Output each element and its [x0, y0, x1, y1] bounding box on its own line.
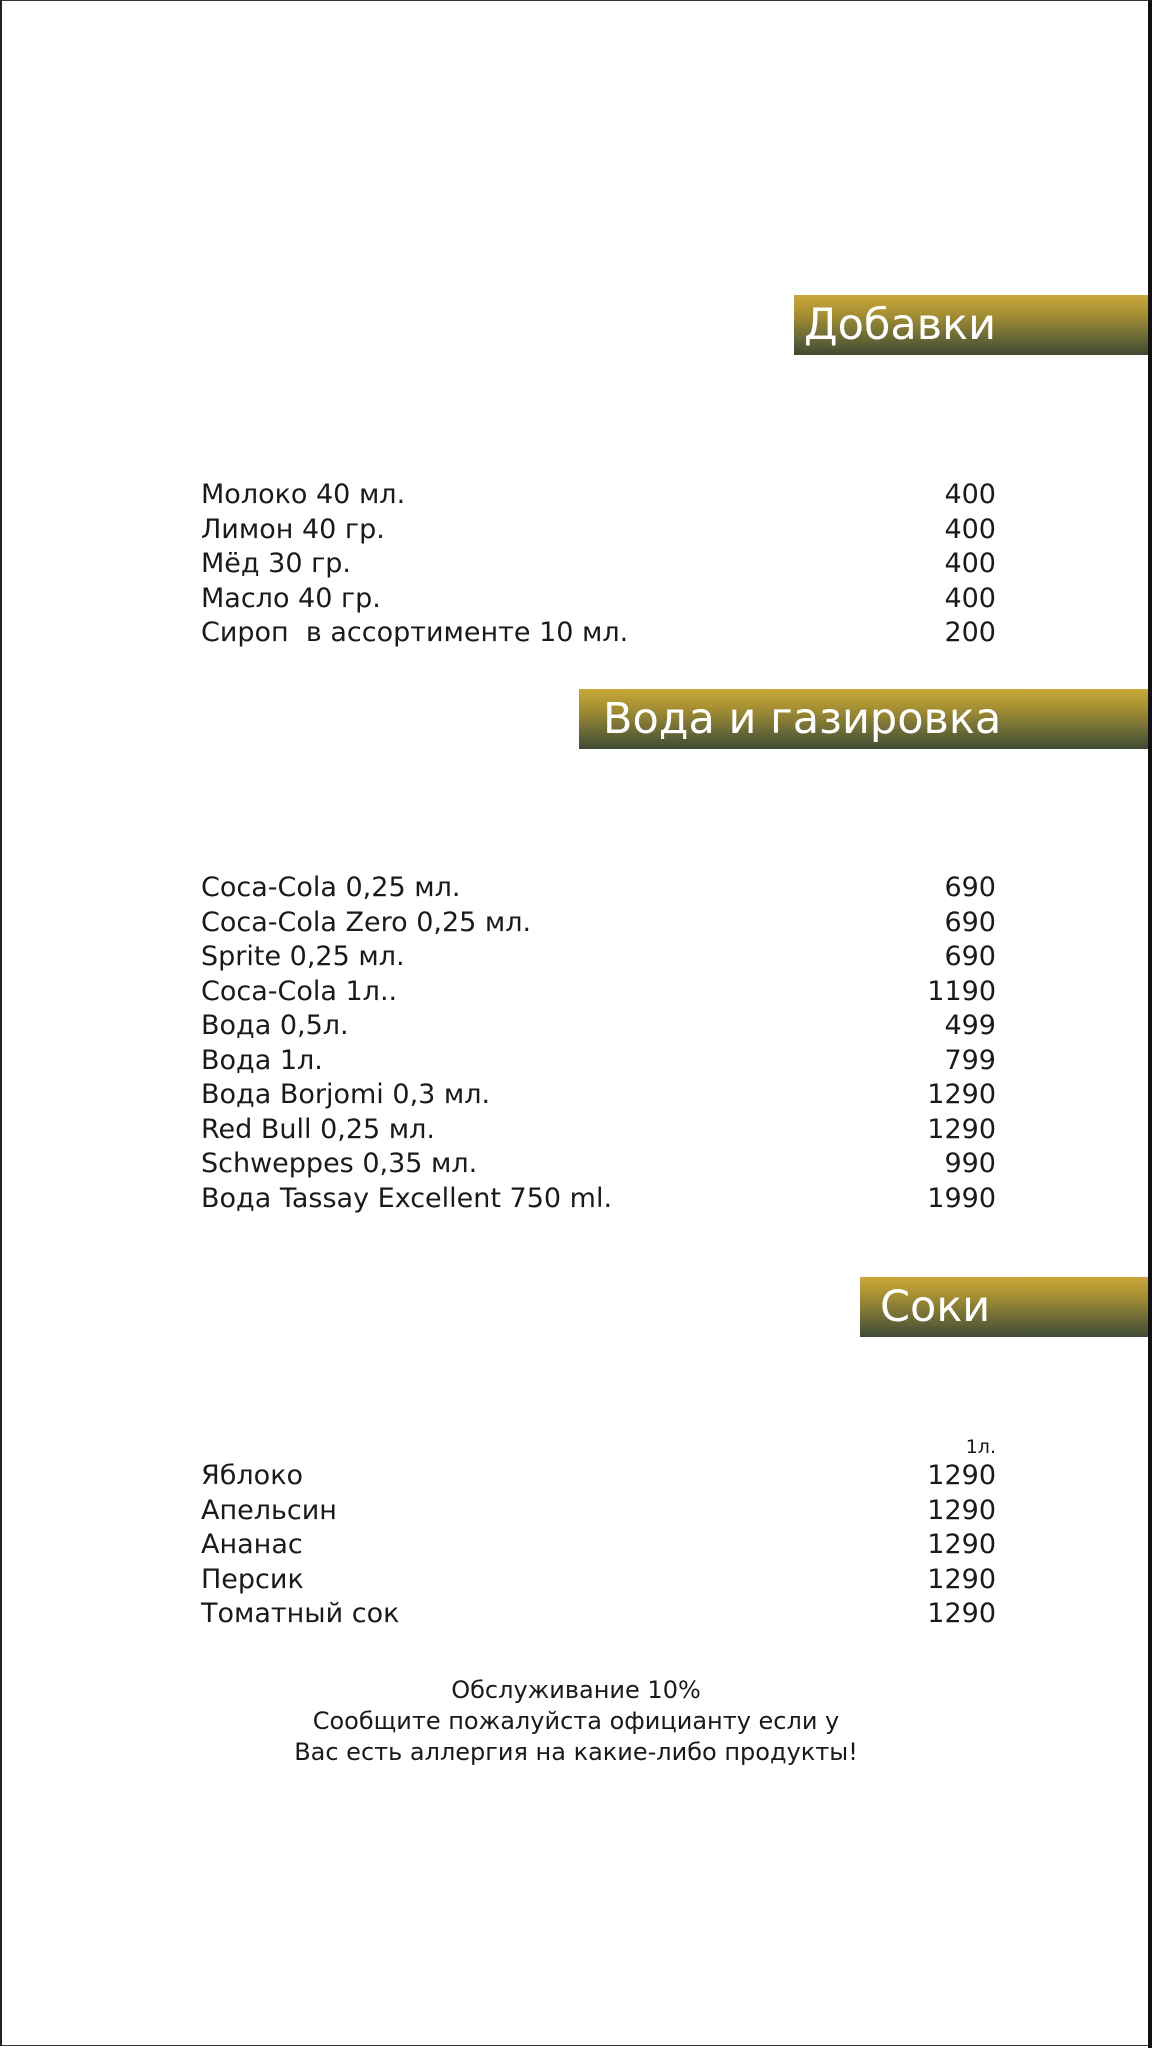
item-price: 400: [944, 479, 996, 510]
menu-item: [201, 1494, 996, 1529]
item-name: Sprite 0,25 мл.: [201, 941, 405, 972]
item-price: 400: [944, 582, 996, 614]
item-price: 799: [944, 1044, 996, 1076]
item-price: 990: [944, 1148, 996, 1179]
menu-item: [201, 1147, 996, 1182]
section-header-water-and-soda: Вода и газировка: [579, 689, 1148, 749]
menu-item: [201, 478, 996, 513]
item-price: 1290: [927, 1529, 996, 1560]
service-charge-line: Обслуживание 10%: [451, 1676, 701, 1704]
menu-item: [201, 1009, 996, 1044]
item-price: 200: [944, 617, 996, 648]
item-name: Сироп в ассортименте 10 мл.: [201, 617, 629, 648]
item-name: Лимон 40 гр.: [201, 513, 385, 545]
additions-list: [201, 478, 996, 651]
item-name: Вода Tassay Excellent 750 ml.: [201, 1182, 613, 1214]
allergy-notice-line-2: Вас есть аллергия на какие-либо продукты!: [294, 1738, 858, 1766]
item-name: Red Bull 0,25 мл.: [201, 1113, 436, 1145]
menu-item: [201, 906, 996, 941]
menu-item: [201, 940, 996, 975]
menu-item: [201, 1182, 996, 1217]
menu-item: [201, 513, 996, 548]
item-name: Вода 0,5л.: [201, 1010, 349, 1041]
item-price: 690: [944, 941, 996, 972]
menu-item: [201, 547, 996, 582]
allergy-notice-line-1: Сообщите пожалуйста официанту если у: [312, 1707, 840, 1735]
item-price: 1290: [927, 1494, 996, 1526]
item-price: 400: [944, 513, 996, 545]
section-header-additions: Добавки: [794, 295, 1148, 355]
item-name: Coca-Cola Zero 0,25 мл.: [201, 906, 532, 938]
item-name: Мёд 30 гр.: [201, 548, 352, 579]
menu-item: [201, 1459, 996, 1494]
item-price: 400: [944, 548, 996, 579]
item-price: 1190: [927, 975, 996, 1007]
item-name: Coca-Cola 0,25 мл.: [201, 872, 461, 903]
menu-item: [201, 582, 996, 617]
item-price: 690: [944, 906, 996, 938]
menu-item: [201, 871, 996, 906]
item-price: 1290: [927, 1113, 996, 1145]
menu-item: [201, 1528, 996, 1563]
page-edge-rule: [1148, 0, 1152, 2048]
menu-item: [201, 1113, 996, 1148]
menu-item: [201, 616, 996, 651]
item-name: Персик: [201, 1563, 304, 1595]
menu-item: [201, 1078, 996, 1113]
water-soda-list: [201, 871, 996, 1216]
item-name: Schweppes 0,35 мл.: [201, 1148, 478, 1179]
item-name: Яблоко: [201, 1460, 304, 1491]
menu-item: [201, 1563, 996, 1598]
volume-unit-label: 1л.: [965, 1436, 996, 1458]
item-name: Вода 1л.: [201, 1044, 323, 1076]
item-price: 1290: [927, 1563, 996, 1595]
item-price: 1990: [927, 1182, 996, 1214]
item-price: 1290: [927, 1460, 996, 1491]
item-price: 690: [944, 872, 996, 903]
item-name: Масло 40 гр.: [201, 582, 381, 614]
menu-item: [201, 975, 996, 1010]
menu-item: [201, 1044, 996, 1079]
menu-item: [201, 1597, 996, 1632]
item-price: 1290: [927, 1079, 996, 1110]
item-name: Апельсин: [201, 1494, 337, 1526]
item-name: Молоко 40 мл.: [201, 479, 406, 510]
item-name: Томатный сок: [201, 1598, 400, 1629]
juices-list: [201, 1459, 996, 1632]
item-name: Вода Borjomi 0,3 мл.: [201, 1079, 491, 1110]
item-name: Ананас: [201, 1529, 303, 1560]
item-price: 1290: [927, 1598, 996, 1629]
item-price: 499: [944, 1010, 996, 1041]
service-note: [201, 1675, 951, 1768]
item-name: Coca-Cola 1л..: [201, 975, 398, 1007]
section-header-juices: Соки: [860, 1277, 1148, 1337]
